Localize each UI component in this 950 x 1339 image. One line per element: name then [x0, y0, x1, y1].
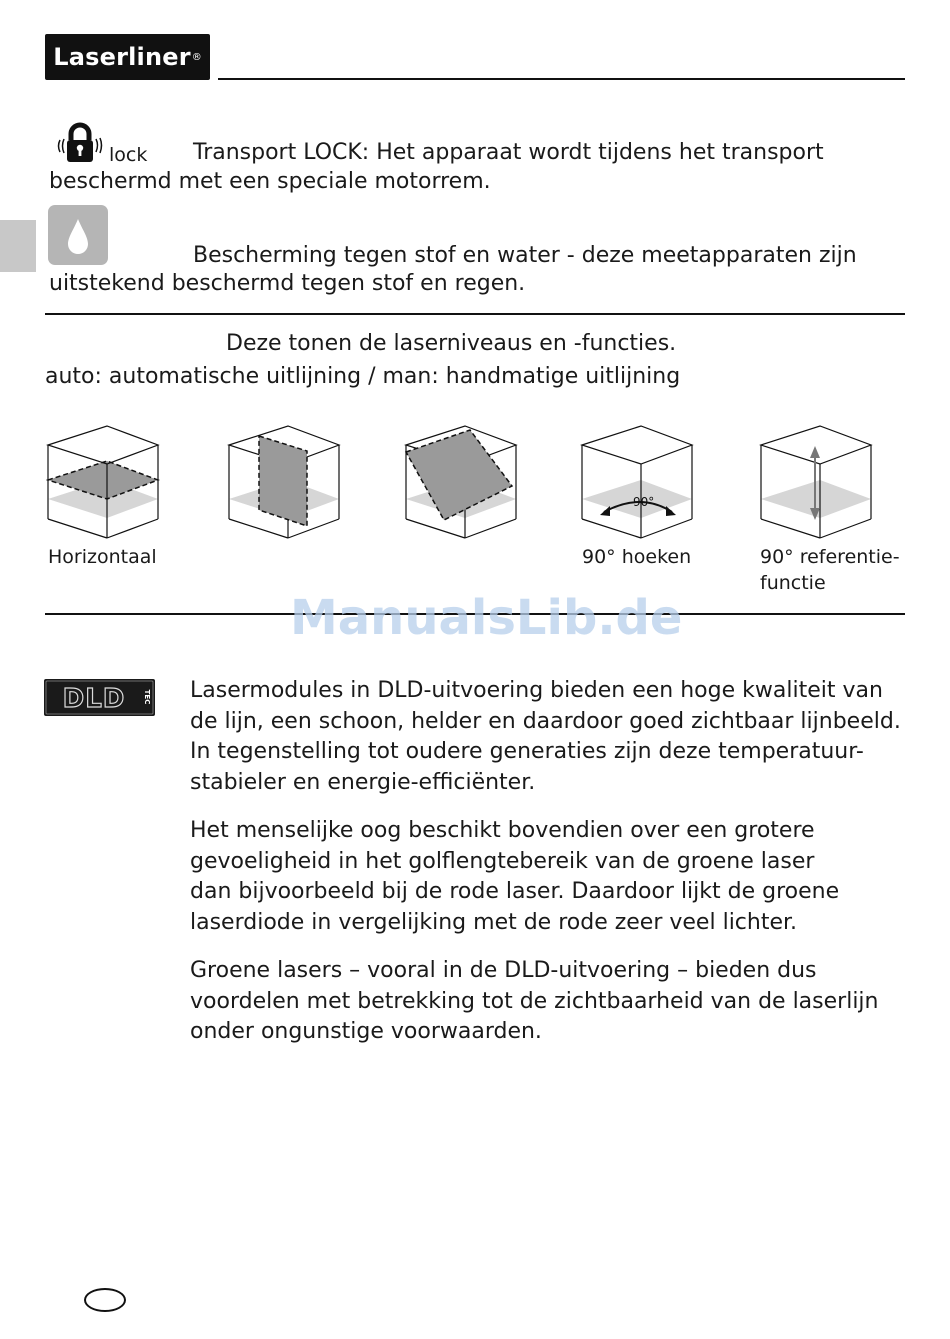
diagram-label-horizontal: Horizontaal: [48, 546, 157, 568]
paragraph-line: In tegenstelling tot oudere generaties zijn deze temperatuur-: [190, 739, 864, 764]
laser-levels-intro: Deze tonen de laserniveaus en -functies.: [226, 331, 677, 356]
paragraph-line: stabieler en energie-efficiënter.: [190, 769, 536, 795]
paragraph-line: Het menselijke oog beschikt bovendien over een grotere: [190, 818, 815, 843]
dld-paragraph-1: [190, 676, 910, 798]
paragraph-line: dan bijvoorbeeld bij de rode laser. Daardoor lijkt de groene: [190, 879, 840, 904]
diagram-horizontal: [46, 424, 160, 540]
lock-text-line2: beschermd met een speciale motorrem.: [49, 169, 491, 194]
paragraph-line: de lijn, een schoon, helder en daardoor goed zichtbaar lijnbeeld.: [190, 708, 901, 734]
dld-description: [190, 676, 910, 1066]
water-drop-icon: [48, 205, 108, 265]
auto-man-legend: auto: automatische uitlijning / man: handmatige uitlijning: [45, 364, 681, 389]
paragraph-line: gevoeligheid in het golflengtebereik van de groene laser: [190, 848, 815, 874]
dld-paragraph-3: [190, 956, 910, 1048]
diagram-90-degree: [580, 424, 694, 540]
diagram-vertical: [227, 424, 341, 540]
diagram-label-90-reference-1: 90° referentie-: [760, 546, 900, 568]
dld-tec-badge: [44, 679, 155, 716]
language-marker-oval: [84, 1288, 126, 1312]
lock-text-line1: Transport LOCK: Het apparaat wordt tijdens het transport: [193, 140, 824, 165]
water-drop-badge: [48, 205, 108, 265]
brand-logo: [45, 34, 210, 80]
paragraph-line: Lasermodules in DLD-uitvoering bieden een hoge kwaliteit van: [190, 678, 883, 703]
paragraph-line: voordelen met betrekking tot de zichtbaarheid van de laserlijn: [190, 988, 879, 1014]
registered-mark: ®: [191, 51, 202, 63]
paragraph-line: laserdiode in vergelijking met de rode zeer veel lichter.: [190, 909, 798, 935]
diagram-label-90-reference-2: functie: [760, 572, 826, 594]
paragraph-line: Groene lasers – vooral in de DLD-uitvoering – bieden dus: [190, 958, 817, 983]
dld-badge-subtext: TEC: [143, 689, 151, 705]
diagram-diagonal: [404, 424, 518, 540]
lock-feature-icon: [56, 122, 156, 168]
diagram-90-reference: [759, 424, 873, 540]
side-tab-marker: [0, 220, 36, 272]
watermark-text: ManualsLib.de: [290, 590, 683, 646]
angle-label: 90°: [633, 495, 655, 509]
header-rule: [218, 78, 905, 80]
lock-icon-label: lock: [109, 144, 148, 166]
dld-badge-text: DLD: [62, 684, 126, 714]
brand-name: Laserliner: [53, 43, 191, 71]
dust-water-line2: uitstekend beschermd tegen stof en regen.: [49, 271, 526, 296]
dust-water-line1: Bescherming tegen stof en water - deze meetapparaten zijn: [193, 243, 857, 268]
dld-paragraph-2: [190, 816, 910, 938]
paragraph-line: onder ongunstige voorwaarden.: [190, 1019, 542, 1044]
diagram-label-90-degree: 90° hoeken: [582, 546, 692, 568]
section-divider-top: [45, 313, 905, 315]
